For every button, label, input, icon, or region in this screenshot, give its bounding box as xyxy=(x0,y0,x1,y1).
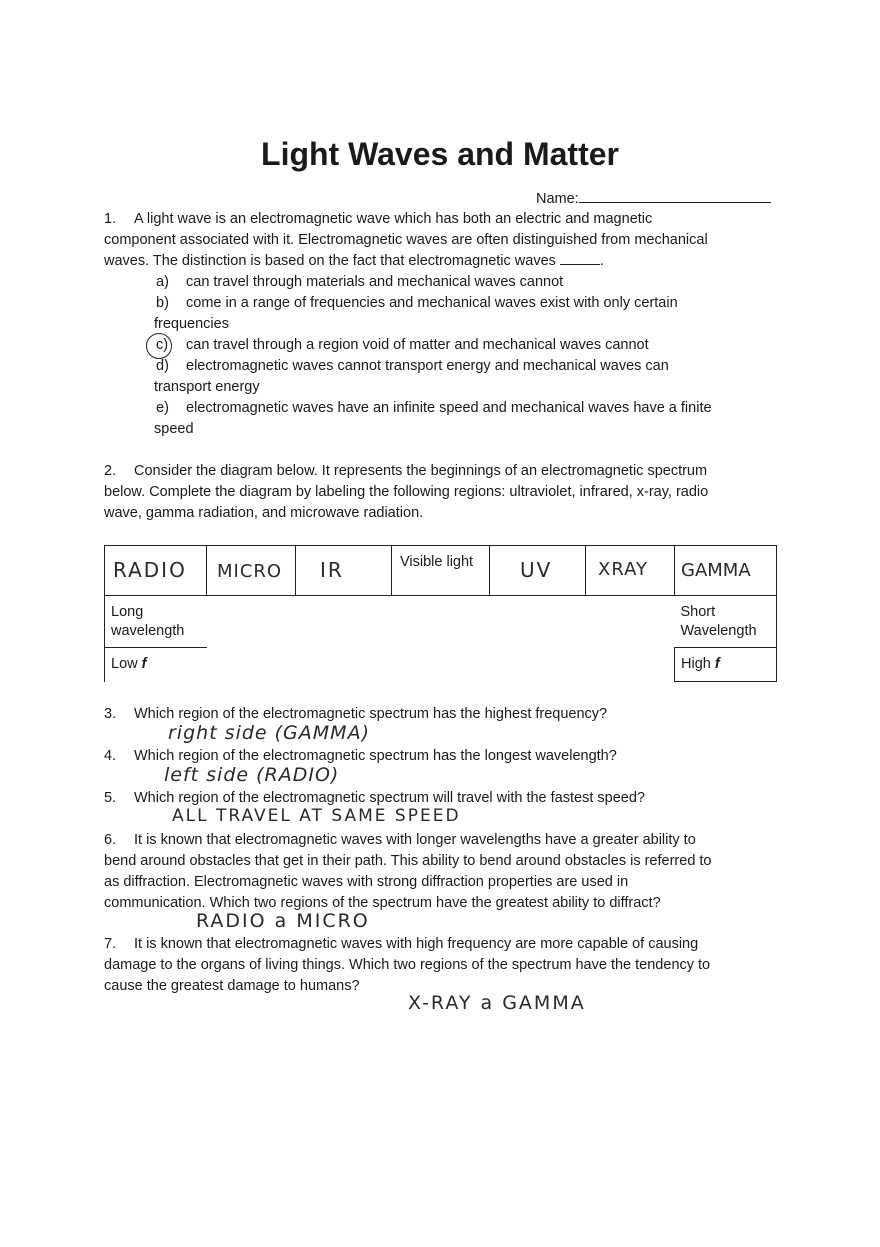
short-label-2: Wavelength xyxy=(680,623,757,639)
q2-line: Consider the diagram below. It represents the beginnings of an electromagnetic spectrum xyxy=(134,463,708,479)
low-frequency-cell xyxy=(105,648,207,682)
middle-spacer xyxy=(207,648,675,682)
q1-line-3 xyxy=(104,251,604,272)
q1-option-e-letter: e) xyxy=(156,400,169,416)
name-field xyxy=(536,188,771,210)
q1-option-a-letter: a) xyxy=(156,274,169,290)
q1-option-d-text: electromagnetic waves cannot transport energy and mechanical waves can xyxy=(186,358,669,374)
q7-line: cause the greatest damage to humans? xyxy=(104,978,360,994)
spectrum-cell-radio: RADIO xyxy=(105,546,207,596)
long-label-2: wavelength xyxy=(111,623,185,639)
q2-number: 2. xyxy=(104,463,117,479)
long-label: Long xyxy=(111,604,144,620)
q1-option-d-letter: d) xyxy=(156,358,169,374)
q5-answer: ALL TRAVEL AT SAME SPEED xyxy=(172,806,461,826)
q4-answer: left side (RADIO) xyxy=(164,764,340,786)
spectrum-table xyxy=(104,545,777,682)
q1-option-e-cont: speed xyxy=(154,421,194,437)
q1-number: 1. xyxy=(104,211,117,227)
q1-option-a-text: can travel through materials and mechanical waves cannot xyxy=(186,274,564,290)
q1-option-d-cont: transport energy xyxy=(154,379,260,395)
q6-line: bend around obstacles that get in their path. This ability to bend around obstacles is referred to xyxy=(104,853,712,869)
spectrum-cell-visible: Visible light xyxy=(392,546,490,596)
spectrum-cell-micro: MICRO xyxy=(207,546,296,596)
answer-blank xyxy=(560,252,600,265)
q1-line: waves. The distinction is based on the fact that electromagnetic waves xyxy=(104,253,556,269)
page-title: Light Waves and Matter xyxy=(261,136,619,172)
freq-symbol: f xyxy=(141,656,147,672)
q7-line: It is known that electromagnetic waves with high frequency are more capable of causing xyxy=(134,936,699,952)
middle-spacer xyxy=(207,596,675,648)
q1-line: component associated with it. Electromagnetic waves are often distinguished from mechanical xyxy=(104,232,708,248)
q5-number: 5. xyxy=(104,790,117,806)
freq-symbol: f xyxy=(714,656,720,672)
spectrum-cell-xray: XRAY xyxy=(586,546,675,596)
q1-option-c-letter: c) xyxy=(156,337,169,353)
spectrum-cell-gamma: GAMMA xyxy=(675,546,777,596)
q3-text: Which region of the electromagnetic spectrum has the highest frequency? xyxy=(134,706,608,722)
q4-text: Which region of the electromagnetic spectrum has the longest wavelength? xyxy=(134,748,617,764)
q7-answer: X-RAY a GAMMA xyxy=(408,992,586,1014)
high-label: High xyxy=(681,656,711,672)
q1-line-end: . xyxy=(599,253,604,269)
q2-line: wave, gamma radiation, and microwave radiation. xyxy=(104,505,424,521)
spectrum-cell-uv: UV xyxy=(490,546,586,596)
q6-number: 6. xyxy=(104,832,117,848)
q1-option-b-text: come in a range of frequencies and mechanical waves exist with only certain xyxy=(186,295,678,311)
q1-option-b-letter: b) xyxy=(156,295,169,311)
q7-number: 7. xyxy=(104,936,117,952)
q1-option-e-text: electromagnetic waves have an infinite speed and mechanical waves have a finite xyxy=(186,400,712,416)
name-line xyxy=(579,188,771,203)
q1-line: A light wave is an electromagnetic wave which has both an electric and magnetic xyxy=(134,211,653,227)
q6-answer: RADIO a MICRO xyxy=(196,910,370,932)
q5-text: Which region of the electromagnetic spectrum will travel with the fastest speed? xyxy=(134,790,645,806)
spectrum-cell-ir: IR xyxy=(296,546,392,596)
low-label: Low xyxy=(111,656,138,672)
q6-line: as diffraction. Electromagnetic waves with strong diffraction properties are used in xyxy=(104,874,629,890)
long-wavelength-cell xyxy=(105,596,207,648)
q3-number: 3. xyxy=(104,706,117,722)
q2-line: below. Complete the diagram by labeling the following regions: ultraviolet, infrared, x-ray, radio xyxy=(104,484,709,500)
q6-line: communication. Which two regions of the spectrum have the greatest ability to diffract? xyxy=(104,895,661,911)
q1-option-b-cont: frequencies xyxy=(154,316,229,332)
q6-line: It is known that electromagnetic waves with longer wavelengths have a greater ability to xyxy=(134,832,696,848)
name-label: Name: xyxy=(536,191,579,207)
q1-option-c-text: can travel through a region void of matter and mechanical waves cannot xyxy=(186,337,649,353)
q7-line: damage to the organs of living things. Which two regions of the spectrum have the tendency to xyxy=(104,957,711,973)
q4-number: 4. xyxy=(104,748,117,764)
high-frequency-cell xyxy=(675,648,777,682)
short-label: Short xyxy=(680,604,716,620)
short-wavelength-cell xyxy=(675,596,777,648)
q3-answer: right side (GAMMA) xyxy=(168,722,370,744)
